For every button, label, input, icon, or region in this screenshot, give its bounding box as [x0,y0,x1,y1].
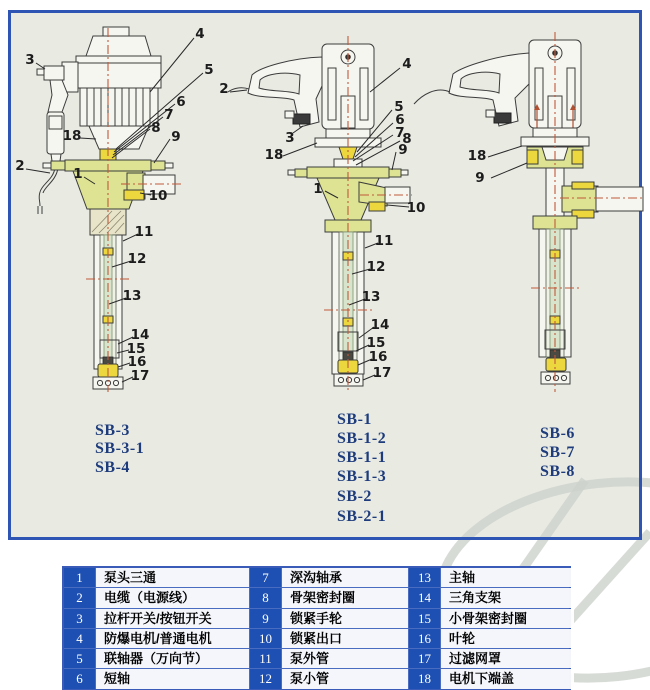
part-name: 联轴器（万向节） [96,649,249,668]
callout-number: 8 [151,120,161,136]
part-name: 骨架密封圈 [282,588,408,607]
locking-handwheel [527,150,538,164]
part-number: 2 [64,588,95,607]
part-number: 7 [250,568,281,587]
model-list-left [95,422,144,476]
part-number: 14 [409,588,440,607]
pull-rod-switch [44,66,64,80]
part-number: 6 [64,669,95,688]
callout-number: 6 [395,112,405,128]
callout-number: 4 [195,26,205,42]
model-label: SB-1 [337,411,372,428]
callout-number: 14 [370,317,390,333]
callout-number: 18 [62,128,82,144]
model-list-middle [337,411,386,525]
callout-number: 3 [25,52,35,68]
leader-lines-right [488,146,527,178]
part-name: 电机下端盖 [441,669,574,688]
callout-number: 14 [130,327,150,343]
locking-handwheel [389,169,401,177]
part-number: 5 [64,649,95,668]
part-number: 3 [64,609,95,628]
callout-number: 2 [15,158,25,174]
callout-number: 11 [374,233,394,249]
part-number: 13 [409,568,440,587]
callout-number: 12 [366,259,386,275]
callout-number: 7 [395,125,405,141]
part-name: 叶轮 [441,629,574,648]
callout-number: 1 [313,181,323,197]
model-label: SB-8 [540,463,575,480]
part-number: 4 [64,629,95,648]
callout-number: 5 [204,62,214,78]
leader-lines-middle [230,68,412,380]
part-name: 锁紧手轮 [282,609,408,628]
part-name: 小骨架密封圈 [441,609,574,628]
callout-number: 4 [402,56,412,72]
callout-number: 15 [126,341,146,357]
part-number: 9 [250,609,281,628]
part-name: 拉杆开关/按钮开关 [96,609,249,628]
part-number: 12 [250,669,281,688]
outlet-lock-nut [124,190,144,200]
part-name: 锁紧出口 [282,629,408,648]
model-label: SB-3 [95,422,130,439]
callout-number: 13 [361,289,381,305]
callout-number: 15 [366,335,386,351]
callout-number: 9 [475,170,485,186]
model-label: SB-4 [95,459,130,476]
pump-drawing-right [414,32,643,392]
push-button-switch [293,114,310,124]
part-number: 10 [250,629,281,648]
part-number: 16 [409,629,440,648]
part-name: 泵外管 [282,649,408,668]
model-label: SB-1-3 [337,468,387,485]
callout-number: 17 [130,368,150,384]
callout-number: 5 [394,99,404,115]
push-button-switch [494,113,511,123]
model-label: SB-6 [540,425,575,442]
callout-number: 10 [148,188,168,204]
model-label: SB-7 [540,444,575,461]
callout-number: 11 [134,224,154,240]
callouts-right [468,148,487,186]
part-name: 泵头三通 [96,568,249,587]
power-cable [414,90,450,104]
part-name: 泵小管 [282,669,408,688]
callout-number: 3 [285,130,295,146]
part-name: 电缆（电源线） [96,588,249,607]
part-number: 8 [250,588,281,607]
callout-number: 9 [171,129,181,145]
part-number: 15 [409,609,440,628]
parts-table [62,566,571,690]
callout-number: 13 [122,288,142,304]
pump-drawing-left [37,27,184,392]
part-number: 18 [409,669,440,688]
callout-number: 10 [406,200,426,216]
part-number: 1 [64,568,95,587]
outlet-lock-nut [369,202,385,211]
callout-number: 2 [219,81,229,97]
model-label: SB-3-1 [95,440,145,457]
callout-number: 9 [398,142,408,158]
part-name: 防爆电机/普通电机 [96,629,249,648]
model-label: SB-1-2 [337,430,387,447]
callout-number: 17 [372,365,392,381]
callout-number: 16 [368,349,388,365]
model-label: SB-2-1 [337,508,387,525]
callout-number: 18 [264,147,284,163]
callout-number: 12 [127,251,147,267]
callout-number: 18 [467,148,487,164]
part-name: 过滤网罩 [441,649,574,668]
part-name: 主轴 [441,568,574,587]
callout-number: 6 [176,94,186,110]
callout-number: 8 [402,131,412,147]
part-number: 17 [409,649,440,668]
callout-number: 1 [73,166,83,182]
impeller [546,358,566,371]
model-label: SB-2 [337,488,372,505]
callout-number: 7 [164,107,174,123]
part-name: 深沟轴承 [282,568,408,587]
part-number: 11 [250,649,281,668]
part-name: 三角支架 [441,588,574,607]
locking-handwheel [151,161,165,170]
callout-number: 16 [127,354,147,370]
model-label: SB-1-1 [337,449,387,466]
model-list-right [540,425,575,480]
part-name: 短轴 [96,669,249,688]
motor-lower-cover [89,126,149,149]
